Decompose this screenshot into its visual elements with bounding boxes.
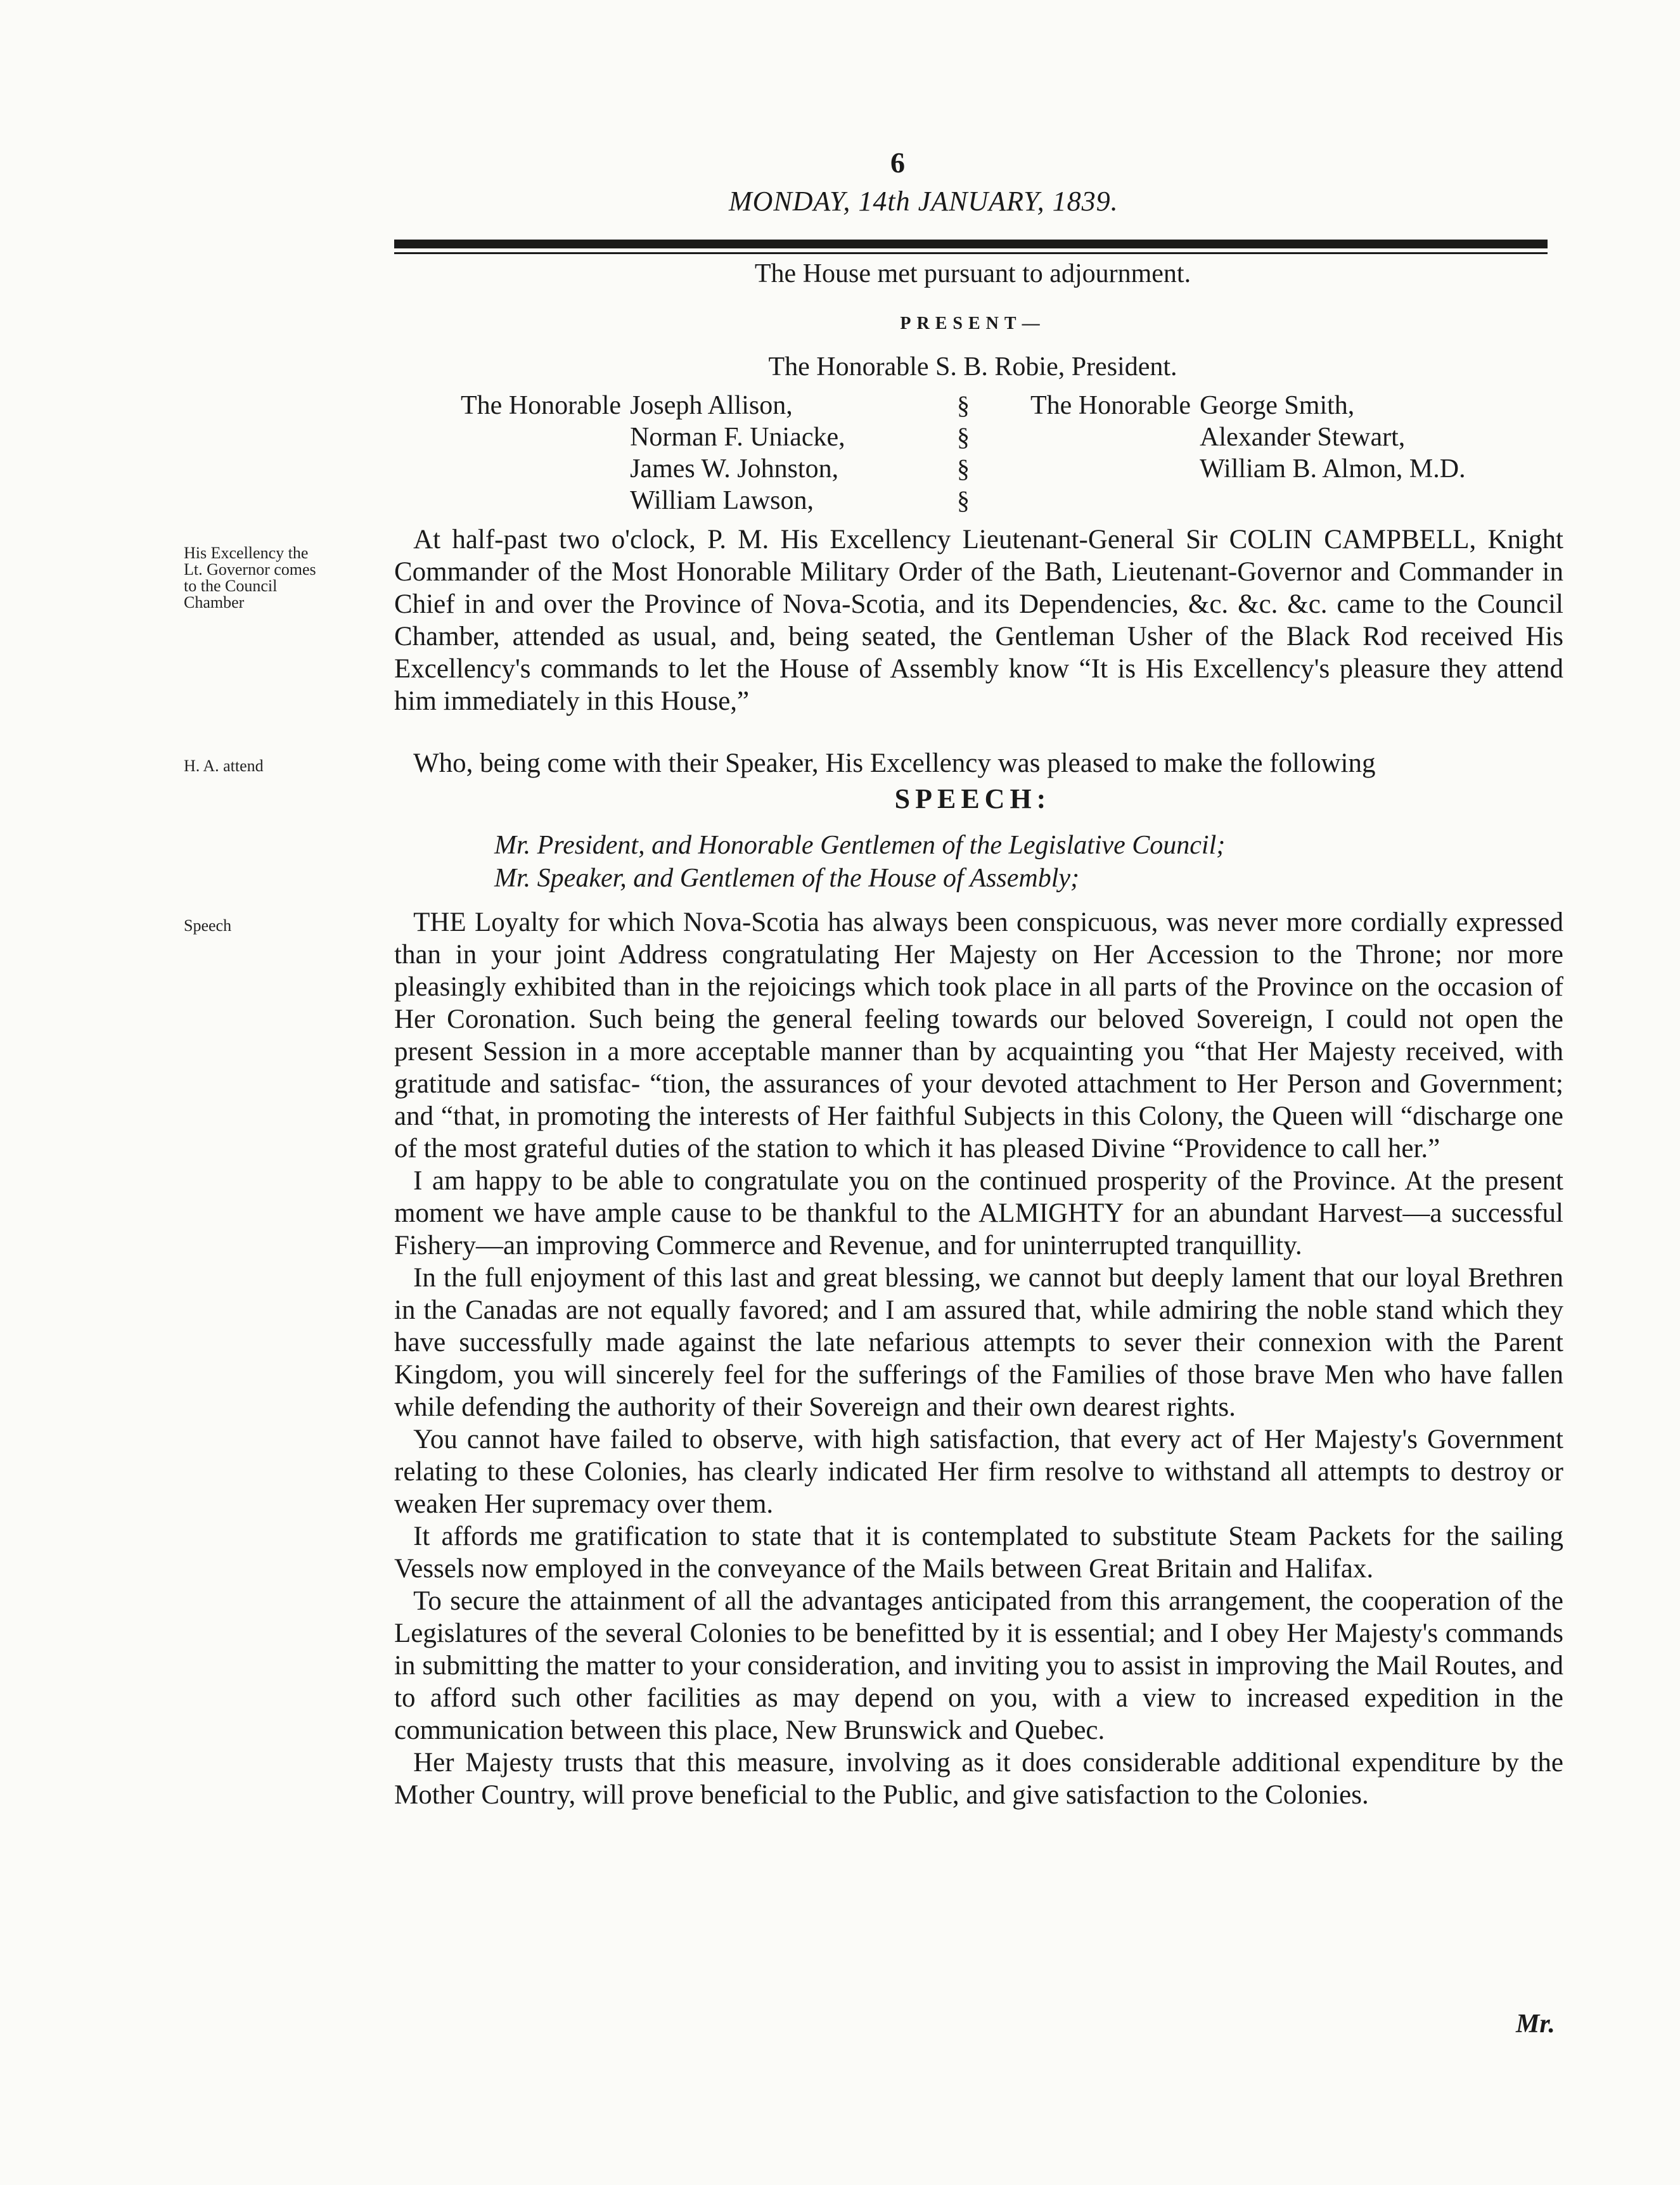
member-name: William Lawson,: [630, 486, 814, 515]
section-mark: §: [957, 423, 970, 451]
member-name: Alexander Stewart,: [1200, 423, 1406, 452]
members-left-prefix: The Honorable: [461, 391, 622, 420]
margin-note-speech: Speech: [184, 916, 232, 935]
opening-line: The House met pursuant to adjournment.: [754, 259, 1191, 288]
address-assembly: Mr. Speaker, and Gentlemen of the House of Assembly;: [494, 864, 1080, 893]
heading-rule-thin: [394, 252, 1548, 254]
members-right: [1030, 390, 1466, 485]
speech-paragraph: THE Loyalty for which Nova-Scotia has always been conspicuous, was never more cordially expressed than in your joint Address congratulating Her Majesty on Her Accession to the Throne; nor more pleasingly exhibited than in the rejoicings which took place in all parts of the Province on the occasion of Her Coronation. Such being the general feeling towards our beloved Sovereign, I could not open the present Session in a more acceptable manner than by acquainting you “that Her Majesty received, with gratitude and satisfac- “tion, the assurances of your devoted attachment to Her Person and Government; and “that, in promoting the interests of Her faithful Subjects in this Colony, the Queen will “discharge one of the most grateful duties of the station to which it has pleased Divine “Providence to call her.”: [394, 907, 1563, 1163]
member-name: Joseph Allison,: [630, 391, 793, 420]
section-marks: [957, 390, 970, 516]
margin-note-excellency: His Excellency the Lt. Governor comes to the Council Chamber: [184, 544, 316, 612]
speech-paragraph: To secure the attainment of all the advantages anticipated from this arrangement, the cooperation of the Legislatures of the several Colonies to be benefitted by it is essential; and I obey Her Majesty's commands in submitting the matter to your consideration, and inviting you to assist in improving the Mail Routes, and to afford such other facilities as may depend on you, with a view to increased expedition in the communication between this place, New Brunswick and Quebec.: [394, 1586, 1563, 1745]
speech-paragraph: It affords me gratification to state that it is contemplated to substitute Steam Packets for the sailing Vessels now employed in the conveyance of the Mails between Great Britain and Halifax.: [394, 1522, 1563, 1584]
section-mark: §: [957, 454, 970, 483]
speech-paragraph: In the full enjoyment of this last and great blessing, we cannot but deeply lament that our loyal Brethren in the Canadas are not equally favored; and I am assured that, while admiring the noble stand which they have successfully made against the late nefarious attempts to sever their connexion with the Parent Kingdom, you will sincerely feel for the sufferings of the Families of those brave Men who have fallen while defending the authority of their Sovereign and their own dearest rights.: [394, 1263, 1563, 1422]
member-name: George Smith,: [1200, 391, 1355, 420]
heading-rule: [394, 240, 1548, 248]
present-label: PRESENT—: [900, 314, 1046, 333]
margin-note-attend: H. A. attend: [184, 757, 264, 775]
members-left: [461, 390, 845, 516]
speech-title: SPEECH:: [894, 783, 1051, 814]
speech-paragraph: I am happy to be able to congratulate you on the continued prosperity of the Province. At the present moment we have ample cause to be thankful to the ALMIGHTY for an abundant Harvest—a successful Fishery—an improving Commerce and Revenue, and for uninterrupted tranquillity.: [394, 1166, 1563, 1260]
address-council: Mr. President, and Honorable Gentlemen of the Legislative Council;: [494, 831, 1226, 860]
date-heading: MONDAY, 14th JANUARY, 1839.: [729, 186, 1119, 217]
attend-paragraph: Who, being come with their Speaker, His Excellency was pleased to make the following: [413, 748, 1376, 778]
speech-paragraph: You cannot have failed to observe, with high satisfaction, that every act of Her Majesty's Government relating to these Colonies, has clearly indicated Her firm resolve to withstand all attempts to destroy or weaken Her supremacy over them.: [394, 1425, 1563, 1519]
president-line: The Honorable S. B. Robie, President.: [768, 352, 1177, 381]
section-mark: §: [957, 391, 970, 420]
catchword: Mr.: [1516, 2009, 1555, 2039]
member-name: Norman F. Uniacke,: [630, 423, 845, 452]
section-mark: §: [957, 486, 970, 515]
speech-body: [394, 906, 1563, 1811]
member-name: William B. Almon, M.D.: [1200, 454, 1466, 484]
page-number: 6: [890, 146, 905, 179]
member-name: James W. Johnston,: [630, 454, 839, 484]
speech-paragraph: Her Majesty trusts that this measure, involving as it does considerable additional expenditure by the Mother Country, will prove beneficial to the Public, and give satisfaction to the Colonies.: [394, 1748, 1563, 1810]
arrival-paragraph: At half-past two o'clock, P. M. His Excellency Lieutenant-General Sir COLIN CAMPBELL, Knight Commander of the Most Honorable Military Order of the Bath, Lieutenant-Governor and Commander in Chief in and over the Province of Nova-Scotia, and its Dependencies, &c. &c. &c. came to the Council Chamber, attended as usual, and, being seated, the Gentleman Usher of the Black Rod received His Excellency's commands to let the House of Assembly know “It is His Excellency's pleasure they attend him immediately in this House,”: [394, 525, 1563, 716]
members-right-prefix: The Honorable: [1030, 391, 1191, 420]
